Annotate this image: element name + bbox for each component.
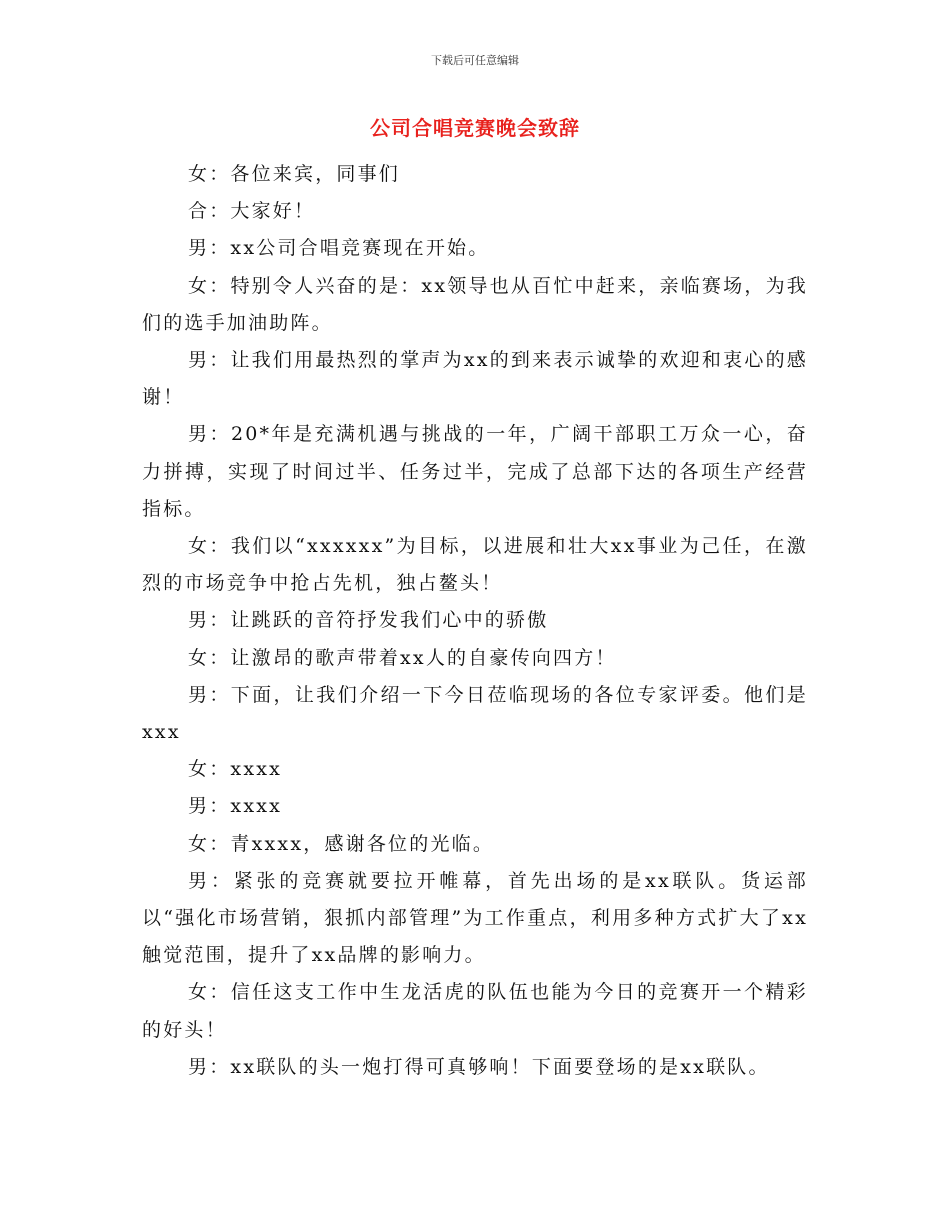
- paragraph: 女：各位来宾，同事们: [188, 163, 401, 185]
- paragraph: 男：xx联队的头一炮打得可真够响！下面要登场的是xx联队。: [188, 1055, 770, 1078]
- paragraph: 男：20*年是充满机遇与挑战的一年，广阔干部职工万众一心，奋力拼搏，实现了时间过半、任务过半，完成了总部下达的各项生产经营指标。: [142, 423, 808, 520]
- paragraph: 男：让我们用最热烈的掌声为xx的到来表示诚挚的欢迎和衷心的感谢！: [142, 349, 808, 409]
- document-title: 公司合唱竞赛晚会致辞: [370, 116, 580, 140]
- paragraph: 男：下面，让我们介绍一下今日莅临现场的各位专家评委。他们是xxx: [142, 683, 808, 744]
- header-note: 下载后可任意编辑: [431, 54, 519, 67]
- paragraph: 女：让激昂的歌声带着xx人的自豪传向四方！: [188, 646, 617, 669]
- paragraph: 男：紧张的竞赛就要拉开帷幕，首先出场的是xx联队。货运部以“强化市场营销，狠抓内部管理”为工作重点，利用多种方式扩大了xx触觉范围，提升了xx品牌的影响力。: [142, 869, 808, 967]
- paragraph: 男：xx公司合唱竞赛现在开始。: [188, 237, 490, 260]
- document-body: [142, 156, 808, 1086]
- paragraph: 女：我们以“xxxxxx”为目标，以进展和壮大xx事业为己任，在激烈的市场竞争中抢占先机，独占鳌头！: [142, 535, 808, 595]
- paragraph: 女：特别令人兴奋的是：xx领导也从百忙中赶来，亲临赛场，为我们的选手加油助阵。: [142, 274, 808, 334]
- paragraph: 合：大家好！: [188, 200, 316, 223]
- paragraph: 男：让跳跃的音符抒发我们心中的骄傲: [188, 609, 549, 632]
- paragraph: 男：xxxx: [188, 795, 283, 818]
- paragraph: 女：xxxx: [188, 758, 283, 781]
- paragraph: 女：青xxxx，感谢各位的光临。: [188, 832, 495, 855]
- paragraph: 女：信任这支工作中生龙活虎的队伍也能为今日的竞赛开一个精彩的好头！: [142, 981, 808, 1041]
